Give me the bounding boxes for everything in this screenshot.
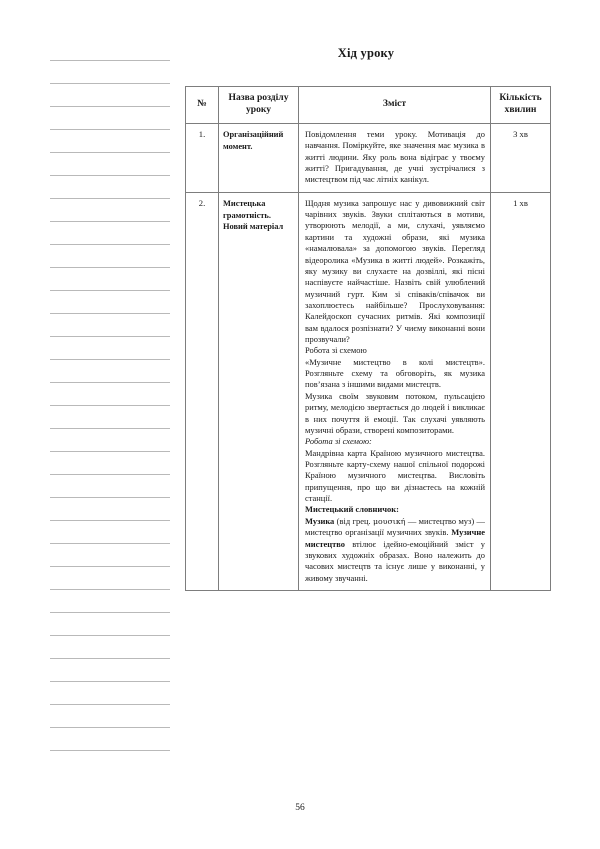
ruled-line [50,451,170,452]
cell-row-number: 1. [186,123,219,192]
content-paragraph: Повідомлення теми уроку. Мотивація до навчання. Поміркуйте, яке значення має музика в житті людини. Яку роль вона відіграє у твоєму житті? Пригадування, де учні зустрічалися з мистецтвом під час літніх канікул. [305,128,485,185]
ruled-line [50,658,170,659]
ruled-line [50,405,170,406]
cell-section-name: Організаційний момент. [219,123,299,192]
content-paragraph: Робота зі схемою [305,345,367,356]
table-row [186,123,551,192]
ruled-line [50,681,170,682]
content-span: (від грец. [334,515,373,526]
content-span: — мистецтво муз) — мистецтво організації музичних звуків. [305,515,485,538]
ruled-line [50,543,170,544]
ruled-line [50,566,170,567]
content-paragraph: Музика своїм звуковим потоком, пульсацією ритму, мелодією звертається до людей і викликає в них почуття й емоції. Так слухачі уявляють музичні образи, створені композиторами. [305,390,485,435]
ruled-line [50,704,170,705]
ruled-line [50,359,170,360]
ruled-line [50,727,170,728]
page-title: Хід уроку [337,46,395,60]
ruled-line [50,129,170,130]
ruled-line [50,474,170,475]
table-body [186,123,551,590]
column-header-minutes: Кількість хвилин [491,87,551,124]
content-paragraph: Мандрівна карта Країною музичного мистецтва. Розгляньте карту-схему нашої спільної подорожі Країною музичного мистецтва. Висловіть припущення, про що ви дізнаєтесь на кожній станції. [305,447,485,504]
column-header-content: Зміст [299,87,491,124]
ruled-line [50,382,170,383]
content-span: втілює ідейно-емоційний зміст у звукових художніх образах. Воно належить до часових мистецтв та існує лише у виконанні, у живому звучанні. [305,538,485,583]
ruled-line [50,152,170,153]
cell-content [299,192,491,590]
lesson-plan-table [185,86,551,591]
ruled-line [50,221,170,222]
cell-minutes: 3 хв [491,123,551,192]
ruled-line [50,589,170,590]
ruled-line [50,60,170,61]
ruled-line [50,267,170,268]
ruled-line [50,313,170,314]
ruled-line [50,83,170,84]
ruled-line [50,635,170,636]
cell-minutes: 1 хв [491,192,551,590]
table-header [186,87,551,124]
cell-row-number: 2. [186,192,219,590]
ruled-line [50,175,170,176]
ruled-line [50,428,170,429]
ruled-line [50,106,170,107]
table-row [186,192,551,590]
column-header-number: № [186,87,219,124]
ruled-line [50,290,170,291]
ruled-line [50,244,170,245]
ruled-line [50,520,170,521]
cell-content [299,123,491,192]
content-paragraph: Робота зі схемою: [305,436,372,447]
ruled-line [50,750,170,751]
page-number: 56 [295,803,305,813]
ruled-line [50,198,170,199]
content-span: Музика [305,515,335,526]
table-header-row [186,87,551,124]
content-span: Музичне мистецтво [305,527,485,549]
content-paragraph: Мистецький словничок: [305,504,399,515]
margin-ruled-lines [50,60,170,772]
ruled-line [50,336,170,337]
content-paragraph: Щодня музика запрошує нас у дивовижний світ чарівних звуків. Звуки сплітаються в мотиви, утворюють мелодії, а ми, слухачі, уявляємо картини та художні образи, які музика «намалювала» за допомогою звуків. Перегляд відеоролика «Музика в житті людей». Розкажіть, яку музику ви слухаєте на дозвіллі, які пісні наспівуєте найчастіше. Назвіть свій улюблений музичний гурт. Ким зі співаків/співачок ви захоплюєтесь найбільше? Прослуховування: Калейдоскоп сучасних ритмів. Які композиції вам вдалося розпізнати? У чиєму виконанні вони прозвучали? [305,197,485,345]
column-header-section: Назва розділу уроку [219,87,299,124]
ruled-line [50,497,170,498]
content-span: μουσική [372,516,406,526]
content-paragraph [305,516,485,584]
content-paragraph: «Музичне мистецтво в колі мистецтв». Розгляньте схему та обговоріть, як музика пов’язана з іншими видами мистецтв. [305,356,485,390]
ruled-line [50,612,170,613]
cell-section-name: Мистецька грамотність. Новий матеріал [219,192,299,590]
